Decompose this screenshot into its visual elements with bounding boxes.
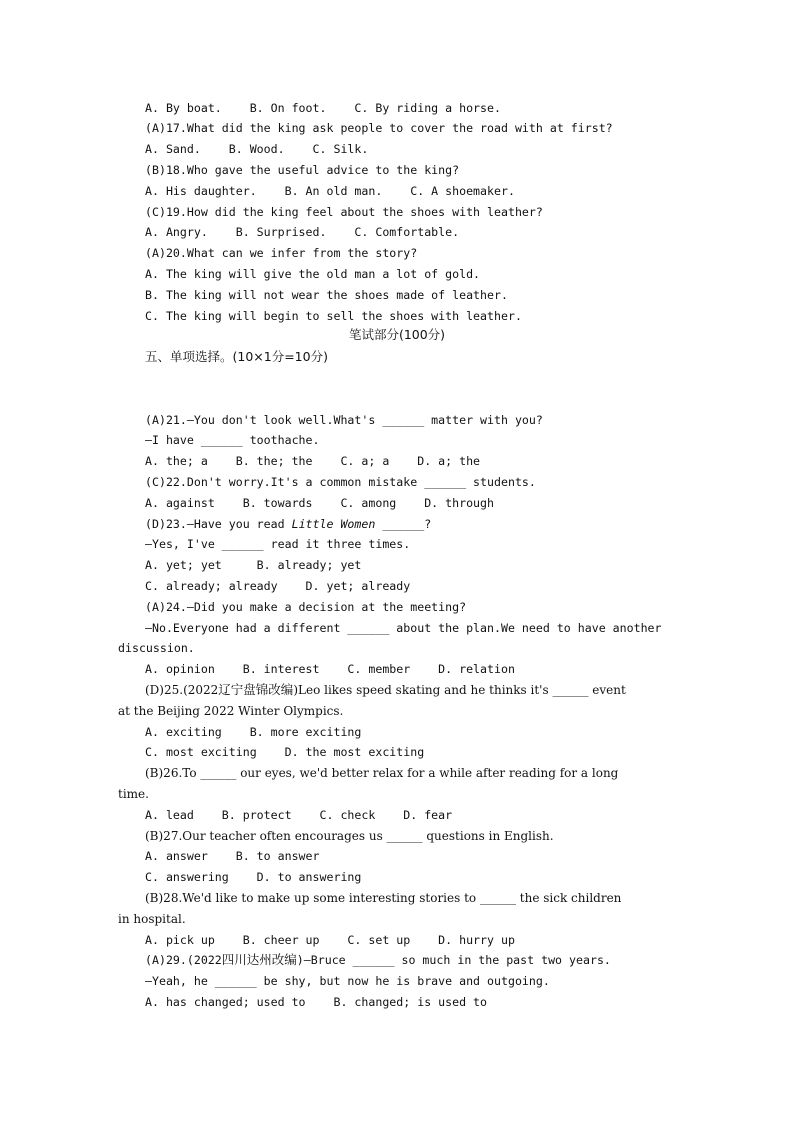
q23-stem-pre: (D)23.—Have you read	[145, 517, 292, 531]
q29-stem	[145, 952, 611, 968]
q28-stem-2: in hospital.	[118, 912, 186, 926]
q21-reply: —I have ______ toothache.	[145, 433, 320, 447]
q25-rest: )Leo likes speed skating and he thinks it's ______ event	[293, 683, 626, 697]
q23-reply: —Yes, I've ______ read it three times.	[145, 537, 411, 551]
q28-stem-1: (B)28.We'd like to make up some interesting stories to ______ the sick children	[145, 891, 622, 905]
q21-stem: (A)21.—You don't look well.What's ______ matter with you?	[145, 413, 543, 427]
q27-options-1: A. answer B. to answer	[145, 849, 320, 863]
q20-option-c: C. The king will begin to sell the shoes with leather.	[145, 309, 522, 323]
q24-options: A. opinion B. interest C. member D. relation	[145, 662, 515, 676]
q17-stem: (A)17.What did the king ask people to cover the road with at first?	[145, 121, 613, 135]
q25-source: 辽宁盘锦改编	[218, 682, 294, 697]
q23-stem-post: ______?	[375, 517, 432, 531]
q23-options-2: C. already; already D. yet; already	[145, 579, 411, 593]
q25-options-1: A. exciting B. more exciting	[145, 725, 362, 739]
q20-stem: (A)20.What can we infer from the story?	[145, 246, 418, 260]
q29-source: 四川达州改编	[221, 952, 297, 967]
q25-stem-cont: at the Beijing 2022 Winter Olympics.	[118, 704, 344, 718]
q18-options: A. His daughter. B. An old man. C. A shoemaker.	[145, 184, 515, 198]
q29-prefix: (A)29.(2022	[145, 953, 222, 967]
q16-options: A. By boat. B. On foot. C. By riding a horse.	[145, 101, 501, 115]
written-section-title: 笔试部分(100分)	[348, 327, 446, 342]
q18-stem: (B)18.Who gave the useful advice to the king?	[145, 163, 460, 177]
q27-stem: (B)27.Our teacher often encourages us ______ questions in English.	[145, 829, 554, 843]
q19-stem: (C)19.How did the king feel about the shoes with leather?	[145, 205, 543, 219]
q29-options: A. has changed; used to B. changed; is used to	[145, 995, 488, 1009]
q26-stem-2: time.	[118, 787, 149, 801]
q20-option-b: B. The king will not wear the shoes made of leather.	[145, 288, 508, 302]
q26-options: A. lead B. protect C. check D. fear	[145, 808, 453, 822]
section-5-heading: 五、单项选择。(10×1分=10分)	[145, 349, 328, 364]
q28-options: A. pick up B. cheer up C. set up D. hurry up	[145, 933, 515, 947]
q22-options: A. against B. towards C. among D. through	[145, 496, 495, 510]
q17-options: A. Sand. B. Wood. C. Silk.	[145, 142, 369, 156]
q19-options: A. Angry. B. Surprised. C. Comfortable.	[145, 225, 460, 239]
q24-reply-2: discussion.	[118, 641, 195, 655]
q25-prefix: (D)25.(2022	[145, 683, 219, 697]
q29-reply: —Yeah, he ______ be shy, but now he is brave and outgoing.	[145, 974, 550, 988]
q25-stem	[145, 682, 626, 698]
q23-options-1: A. yet; yet B. already; yet	[145, 558, 362, 572]
q29-rest: )—Bruce ______ so much in the past two years.	[296, 953, 611, 967]
q20-option-a: A. The king will give the old man a lot of gold.	[145, 267, 481, 281]
q23-book-title: Little Women	[291, 517, 376, 531]
q24-stem: (A)24.—Did you make a decision at the meeting?	[145, 600, 467, 614]
q24-reply-1: —No.Everyone had a different ______ about the plan.We need to have another	[145, 621, 662, 635]
q22-stem: (C)22.Don't worry.It's a common mistake ______ students.	[145, 475, 536, 489]
q21-options: A. the; a B. the; the C. a; a D. a; the	[145, 454, 481, 468]
q27-options-2: C. answering D. to answering	[145, 870, 362, 884]
q25-options-2: C. most exciting D. the most exciting	[145, 745, 425, 759]
q23-stem	[145, 516, 431, 532]
q26-stem-1: (B)26.To ______ our eyes, we'd better relax for a while after reading for a long	[145, 766, 619, 780]
